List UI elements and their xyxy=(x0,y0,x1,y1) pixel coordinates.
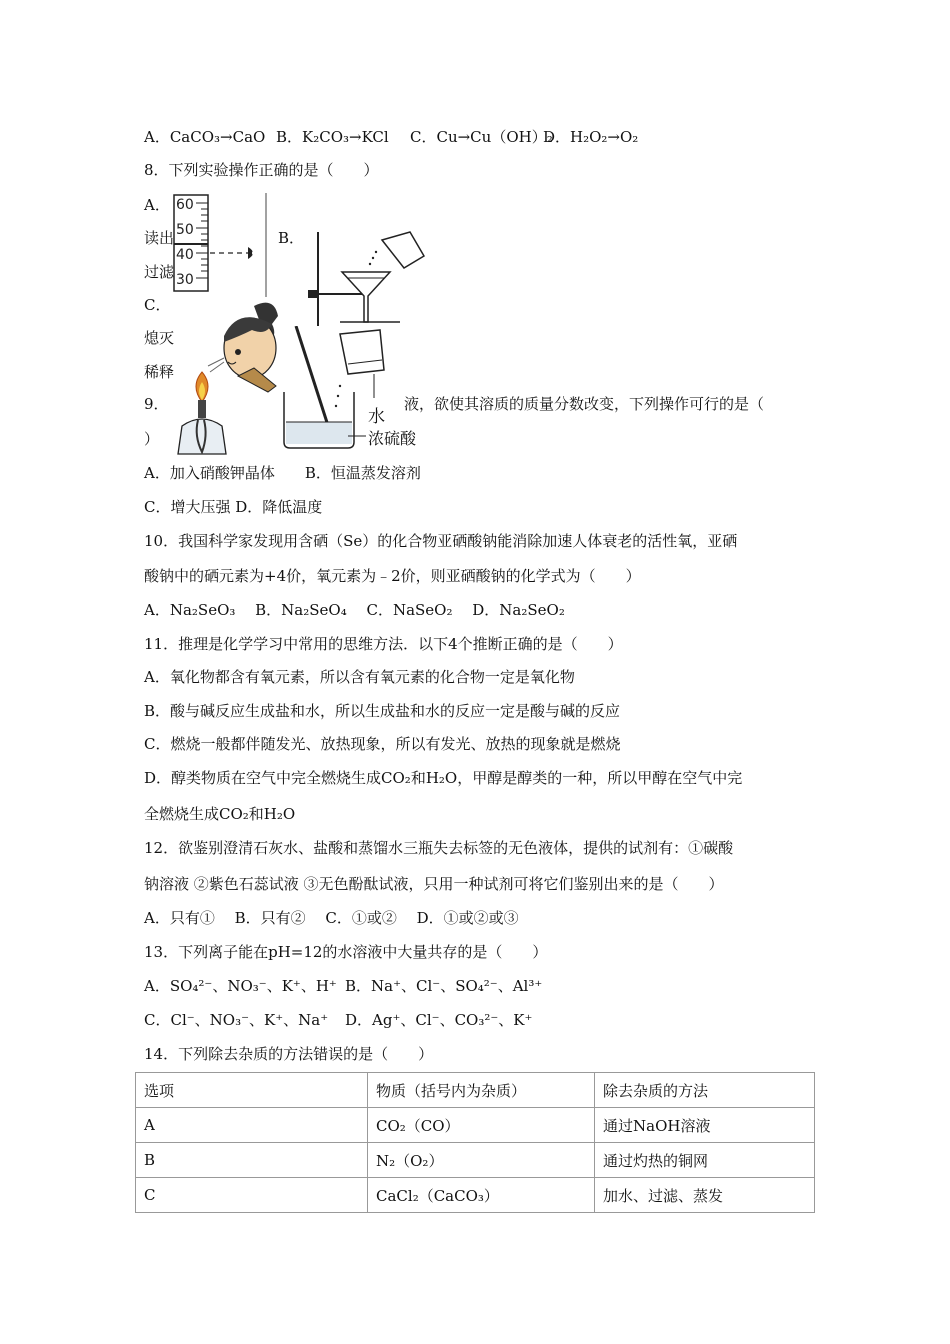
q8-b-label: B． xyxy=(278,229,305,247)
q10-line-2: 酸钠中的硒元素为+4价，氧元素为﹣2价，则亚硒酸钠的化学式为（ ） xyxy=(144,567,641,585)
table-header-cell: 除去杂质的方法 xyxy=(595,1073,815,1108)
table-cell: 加水、过滤、蒸发 xyxy=(595,1178,815,1213)
cylinder-reading-figure xyxy=(168,193,268,297)
q9-stem-visible: 液，欲使其溶质的质量分数改变，下列操作可行的是（ xyxy=(404,395,765,413)
table-row xyxy=(136,1178,815,1213)
table-header-cell: 选项 xyxy=(136,1073,368,1108)
q11-stem: 11．推理是化学学习中常用的思维方法．以下4个推断正确的是（ ） xyxy=(144,635,623,653)
q10-options: A．Na₂SeO₃ B．Na₂SeO₄ C．NaSeO₂ D．Na₂SeO₂ xyxy=(144,601,565,619)
q11-option-d-2: 全燃烧生成CO₂和H₂O xyxy=(144,805,296,823)
q7-option-b: B．K₂CO₃→KCl xyxy=(276,128,389,146)
q14-table xyxy=(135,1072,815,1213)
q8-d-text: 稀释 xyxy=(144,363,175,381)
q13-stem: 13．下列离子能在pH=12的水溶液中大量共存的是（ ） xyxy=(144,943,548,961)
q11-option-d-1: D．醇类物质在空气中完全燃烧生成CO₂和H₂O，甲醇是醇类的一种，所以甲醇在空气中完 xyxy=(144,769,743,787)
table-cell: CO₂（CO） xyxy=(368,1108,595,1143)
q8-a-text-1: 读出 xyxy=(144,229,175,247)
q14-stem: 14．下列除去杂质的方法错误的是（ ） xyxy=(144,1045,434,1063)
dilution-figure xyxy=(282,326,432,456)
q9-options-ab: A．加入硝酸钾晶体 B．恒温蒸发溶剂 xyxy=(144,464,421,482)
table-cell: 通过NaOH溶液 xyxy=(595,1108,815,1143)
table-header-row xyxy=(136,1073,815,1108)
tick-40: 40 xyxy=(176,247,194,263)
table-cell: B xyxy=(136,1143,368,1178)
q8-c-label: C． xyxy=(144,296,171,314)
q8-a-text-2: 过滤 xyxy=(144,263,175,281)
table-header-cell: 物质（括号内为杂质） xyxy=(368,1073,595,1108)
label-acid: 浓硫酸 xyxy=(368,429,417,448)
q9-options-cd: C．增大压强 D．降低温度 xyxy=(144,498,323,516)
extinguish-lamp-figure xyxy=(168,296,288,466)
tick-50: 50 xyxy=(176,222,194,238)
filtration-figure xyxy=(300,222,425,326)
q7-option-d: D．H₂O₂→O₂ xyxy=(543,128,639,146)
q11-option-c: C．燃烧一般都伴随发光、放热现象，所以有发光、放热的现象就是燃烧 xyxy=(144,735,621,753)
q12-options: A．只有① B．只有② C．①或② D．①或②或③ xyxy=(144,909,519,927)
table-cell: 通过灼热的铜网 xyxy=(595,1143,815,1178)
table-cell: A xyxy=(136,1108,368,1143)
q9-stem-start: 9． xyxy=(144,395,169,413)
q12-line-2: 钠溶液 ②紫色石蕊试液 ③无色酚酞试液，只用一种试剂可将它们鉴别出来的是（ ） xyxy=(144,875,724,893)
tick-30: 30 xyxy=(176,272,194,288)
q7-option-a: A．CaCO₃→CaO xyxy=(144,128,266,146)
table-cell: C xyxy=(136,1178,368,1213)
q13-option-c: C．Cl⁻、NO₃⁻、K⁺、Na⁺ xyxy=(144,1011,329,1029)
q11-option-a: A．氧化物都含有氧元素，所以含有氧元素的化合物一定是氧化物 xyxy=(144,668,575,686)
q8-stem: 8．下列实验操作正确的是（ ） xyxy=(144,161,379,179)
q8-c-text: 熄灭 xyxy=(144,329,175,347)
q10-line-1: 10．我国科学家发现用含硒（Se）的化合物亚硒酸钠能消除加速人体衰老的活性氧，亚硒 xyxy=(144,532,738,550)
q13-option-d: D．Ag⁺、Cl⁻、CO₃²⁻、K⁺ xyxy=(345,1011,533,1029)
tick-60: 60 xyxy=(176,197,194,213)
table-cell: CaCl₂（CaCO₃） xyxy=(368,1178,595,1213)
q11-option-b: B．酸与碱反应生成盐和水，所以生成盐和水的反应一定是酸与碱的反应 xyxy=(144,702,621,720)
q9-stem-end: ） xyxy=(144,430,160,448)
label-water: 水 xyxy=(368,407,385,427)
q7-option-c: C．Cu→Cu（OH）₂ xyxy=(410,128,553,146)
table-row xyxy=(136,1108,815,1143)
q13-option-a: A．SO₄²⁻、NO₃⁻、K⁺、H⁺ xyxy=(144,977,337,995)
table-cell: N₂（O₂） xyxy=(368,1143,595,1178)
table-row xyxy=(136,1143,815,1178)
q8-a-label: A． xyxy=(144,196,170,214)
q13-option-b: B．Na⁺、Cl⁻、SO₄²⁻、Al³⁺ xyxy=(345,977,543,995)
q12-line-1: 12．欲鉴别澄清石灰水、盐酸和蒸馏水三瓶失去标签的无色液体，提供的试剂有：①碳酸 xyxy=(144,839,734,857)
